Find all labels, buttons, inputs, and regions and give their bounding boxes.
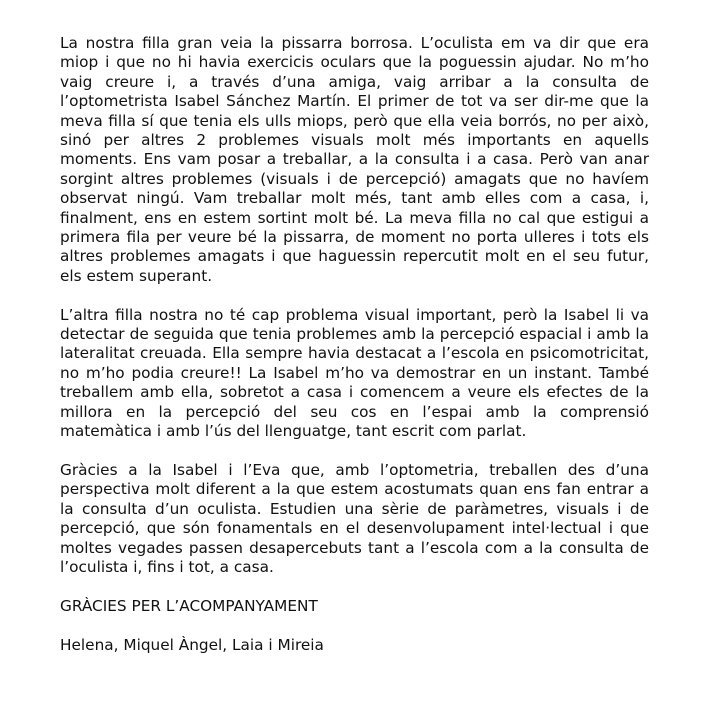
testimonial-letter <box>60 34 649 674</box>
signature: Helena, Miquel Àngel, Laia i Mireia <box>60 635 324 654</box>
paragraph-first-daughter: La nostra filla gran veia la pissarra borrosa. L’oculista em va dir que era miop i que no hi havia exercicis oculars que la poguessin ajudar. No m’ho vaig creure i, a través d’una amiga, vaig arribar a la consulta de l’optometrista Isabel Sánchez Martín. El primer de tot va ser dir-me que la meva filla sí que tenia els ulls miops, però que ella veia borrós, no per això, sinó per altres 2 problemes visuals molt més importants en aquells moments. Ens vam posar a treballar, a la consulta i a casa. Però van anar sorgint altres problemes (visuals i de percepció) amagats que no havíem observat ningú. Vam treballar molt més, tant amb elles com a casa, i, finalment, ens en estem sortint molt bé. La meva filla no cal que estigui a primera fila per veure bé la pissarra, de moment no porta ulleres i tots els altres problemes amagats i que haguessin repercutit molt en el seu futur, els estem superant. <box>60 34 649 285</box>
paragraph-gratitude: Gràcies a la Isabel i l’Eva que, amb l’optometria, treballen des d’una perspectiva molt diferent a la que estem acostumats quan ens fan entrar a la consulta d’un oculista. Estudien una sèrie de paràmetres, visuals i de percepció, que són fonamentals en el desenvolupament intel·lectual i que moltes vegades passen desapercebuts tant a l’escola com a la consulta de l’oculista i, fins i tot, a casa. <box>60 460 649 576</box>
closing-line: GRÀCIES PER L’ACOMPANYAMENT <box>60 596 318 615</box>
paragraph-second-daughter: L’altra filla nostra no té cap problema visual important, però la Isabel li va detectar de seguida que tenia problemes amb la percepció espacial i amb la lateralitat creuada. Ella sempre havia destacat a l’escola en psicomotricitat, no m’ho podia creure!! La Isabel m’ho va demostrar en un instant. També treballem amb ella, sobretot a casa i comencem a veure els efectes de la millora en la percepció del seu cos en l’espai amb la comprensió matemàtica i amb l’ús del llenguatge, tant escrit com parlat. <box>60 305 649 441</box>
